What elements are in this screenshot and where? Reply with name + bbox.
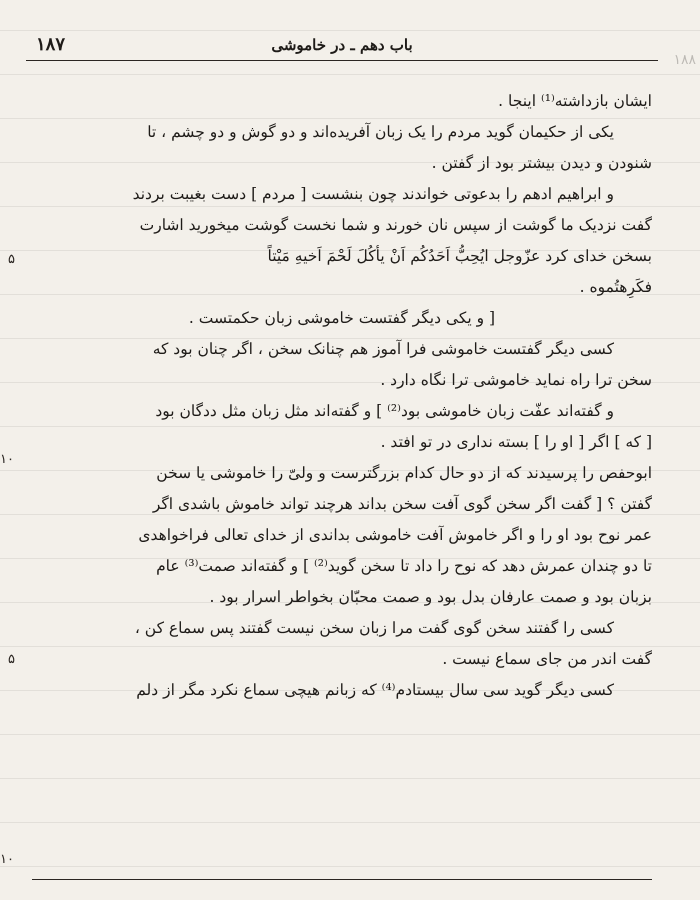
margin-line-number: ۱۰ — [0, 852, 14, 867]
text-line: [ که ] اگر [ او را ] بسته نداری در تو افتد . — [380, 433, 652, 451]
text-line: و ابراهیم ادهم را بدعوتی خواندند چون بنشست [ مردم ] دست بغیبت بردند — [132, 185, 614, 203]
margin-line-number: ۵ — [8, 652, 15, 667]
body-text — [32, 86, 652, 706]
margin-line-number: ۱۰ — [0, 452, 14, 467]
text-line: عمر نوح بود او را و اگر خاموش آفت خاموشی بداندی از خدای تعالی فراخواهدی — [138, 526, 652, 544]
text-line: فکَرِهتُموه . — [579, 278, 652, 296]
text-line: یکی از حکیمان گوید مردم را یک زبان آفریده‌اند و دو گوش و دو چشم ، تا — [147, 123, 614, 141]
text-line: [ و یکی دیگر گفتست خاموشی زبان حکمتست . — [188, 309, 496, 327]
text-line: و گفته‌اند عفّت زبان خاموشی بود⁽²⁾ ] و گفته‌اند مثل زبان مثل ددگان بود — [155, 402, 614, 420]
text-line: ایشان بازداشته⁽¹⁾ اینجا . — [498, 92, 652, 110]
text-line: کسی دیگر گوید سی سال بیستادم⁽⁴⁾ که زبانم هیچی سماع نکرد مگر از دلم — [136, 681, 614, 699]
text-line: کسی را گفتند سخن گوی گفت مرا زبان سخن نیست گفتند پس سماع کن ، — [134, 619, 614, 637]
margin-line-number: ۵ — [8, 252, 15, 267]
page-number: ۱۸۷ — [36, 34, 66, 55]
chapter-title: باب دهم ـ در خاموشی — [271, 36, 413, 54]
text-line: سخن ترا راه نماید خاموشی ترا نگاه دارد . — [380, 371, 652, 389]
text-line: کسی دیگر گفتست خاموشی فرا آموز هم چنانک سخن ، اگر چنان بود که — [152, 340, 614, 358]
page-header — [26, 28, 658, 61]
text-line: گفتن ؟ [ گفت اگر سخن گوی آفت سخن بداند هرچند تواند خاموش باشدی اگر — [152, 495, 652, 513]
footnote-divider — [32, 879, 652, 880]
text-line: گفت نزدیک ما گوشت از سپس نان خورند و شما نخست گوشت میخورید اشارت — [139, 216, 652, 234]
bleed-through-page-number: ۱۸۸ — [673, 52, 696, 68]
text-line: گفت اندر من جای سماع نیست . — [442, 650, 652, 668]
text-line: ابوحفص را پرسیدند که از دو حال کدام بزرگترست و ولیّ را خاموشی یا سخن — [156, 464, 652, 482]
text-line: بسخن خدای کرد عزّوجل ایُحِبُّ اَحَدُکُم اَنْ یأکُلَ لَحْمَ اَخیهِ مَیْتاً — [267, 247, 652, 265]
text-line: تا دو چندان عمرش دهد که نوح را داد تا سخن گوید⁽²⁾ ] و گفته‌اند صمت⁽³⁾ عام — [156, 557, 652, 575]
text-line: بزبان بود و صمت عارفان بدل بود و صمت محبّان بخواطر اسرار بود . — [209, 588, 652, 606]
text-line: شنودن و دیدن بیشتر بود از گفتن . — [431, 154, 652, 172]
